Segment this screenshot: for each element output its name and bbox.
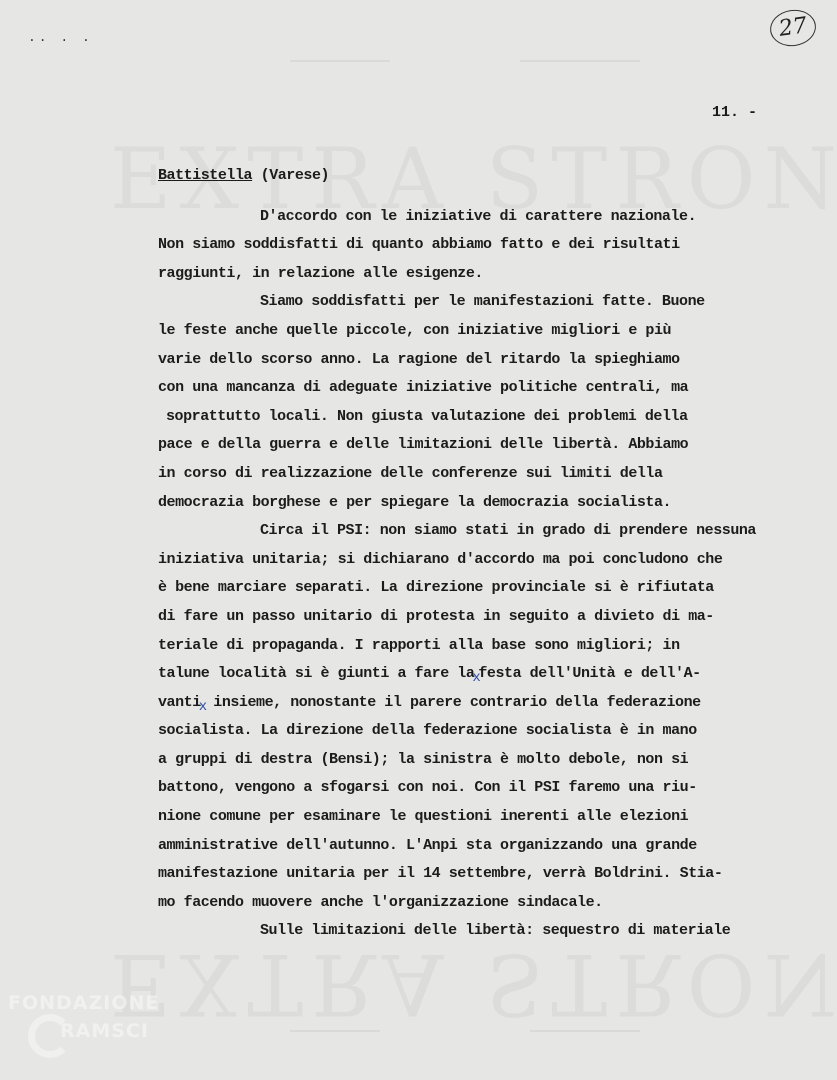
text-fragment: talune località si è giunti a fare la [158, 665, 475, 683]
ghost-rule [290, 60, 390, 62]
text-line [158, 660, 837, 689]
spacer [158, 191, 837, 203]
text-fragment: vanti [158, 693, 201, 711]
logo-text-line2: RAMSCI [60, 1020, 149, 1042]
text-line: raggiunti, in relazione alle esigenze. [158, 264, 483, 282]
speaker-name: Battistella [158, 167, 253, 184]
text-line: in corso di realizzazione delle conferenze sui limiti della [158, 464, 663, 482]
pen-mark-x: x [472, 670, 481, 687]
text-line: nione comune per esaminare le questioni inerenti alle elezioni [158, 808, 689, 826]
text-line: le feste anche quelle piccole, con iniziative migliori e più [158, 321, 672, 339]
text-line: manifestazione unitaria per il 14 settembre, verrà Boldrini. Stia- [158, 865, 723, 883]
ghost-rule [290, 1030, 380, 1032]
text-line: democrazia borghese e per spiegare la democrazia socialista. [158, 493, 672, 511]
logo-g-mark-icon [28, 1014, 72, 1058]
text-line: Siamo soddisfatti per le manifestazioni fatte. Buone [260, 293, 705, 311]
typewritten-text [158, 162, 837, 946]
text-line: amministrative dell'autunno. L'Anpi sta organizzando una grande [158, 836, 697, 854]
text-line: teriale di propaganda. I rapporti alla base sono migliori; in [158, 636, 680, 654]
margin-dots: .. . . [28, 30, 93, 45]
text-line: mo facendo muovere anche l'organizzazione sindacale. [158, 893, 603, 911]
pen-mark-x: x [198, 698, 207, 715]
text-line: è bene marciare separati. La direzione provinciale si è rifiutata [158, 579, 714, 597]
text-line: D'accordo con le iniziative di carattere nazionale. [260, 207, 697, 225]
text-fragment: festa dell'Unità e dell'A- [478, 665, 701, 683]
speaker-place: (Varese) [260, 167, 330, 184]
text-line [158, 689, 837, 718]
logo-text-line1: FONDAZIONE [8, 992, 160, 1014]
text-line: battono, vengono a sfogarsi con noi. Con il PSI faremo una riu- [158, 779, 697, 797]
text-line: varie dello scorso anno. La ragione del ritardo la spieghiamo [158, 350, 680, 368]
text-line: Sulle limitazioni delle libertà: sequestro di materiale [260, 922, 731, 940]
ghost-watermark-bottom [110, 935, 837, 1033]
text-line: di fare un passo unitario di protesta in seguito a divieto di ma- [158, 607, 714, 625]
text-line: Non siamo soddisfatti di quanto abbiamo fatto e dei risultati [158, 236, 680, 254]
text-line: iniziativa unitaria; si dichiarano d'accordo ma poi concludono che [158, 550, 723, 568]
speaker-heading [158, 162, 837, 191]
text-line: soprattutto locali. Non giusta valutazione dei problemi della [166, 407, 688, 425]
page-number: 11. - [712, 104, 758, 121]
fondazione-gramsci-logo [8, 992, 208, 1072]
ghost-rule [520, 60, 640, 62]
ghost-rule [530, 1030, 640, 1032]
text-line: con una mancanza di adeguate iniziative politiche centrali, ma [158, 379, 689, 397]
text-line: Circa il PSI: non siamo stati in grado di prendere nessuna [260, 522, 756, 540]
text-line: a gruppi di destra (Bensi); la sinistra è molto debole, non si [158, 750, 689, 768]
text-line: socialista. La direzione della federazione socialista è in mano [158, 722, 697, 740]
handwritten-folio-number: 27 [768, 7, 819, 49]
text-line: pace e della guerra e delle limitazioni delle libertà. Abbiamo [158, 436, 689, 454]
text-fragment: insieme, nonostante il parere contrario della federazione [204, 693, 701, 711]
